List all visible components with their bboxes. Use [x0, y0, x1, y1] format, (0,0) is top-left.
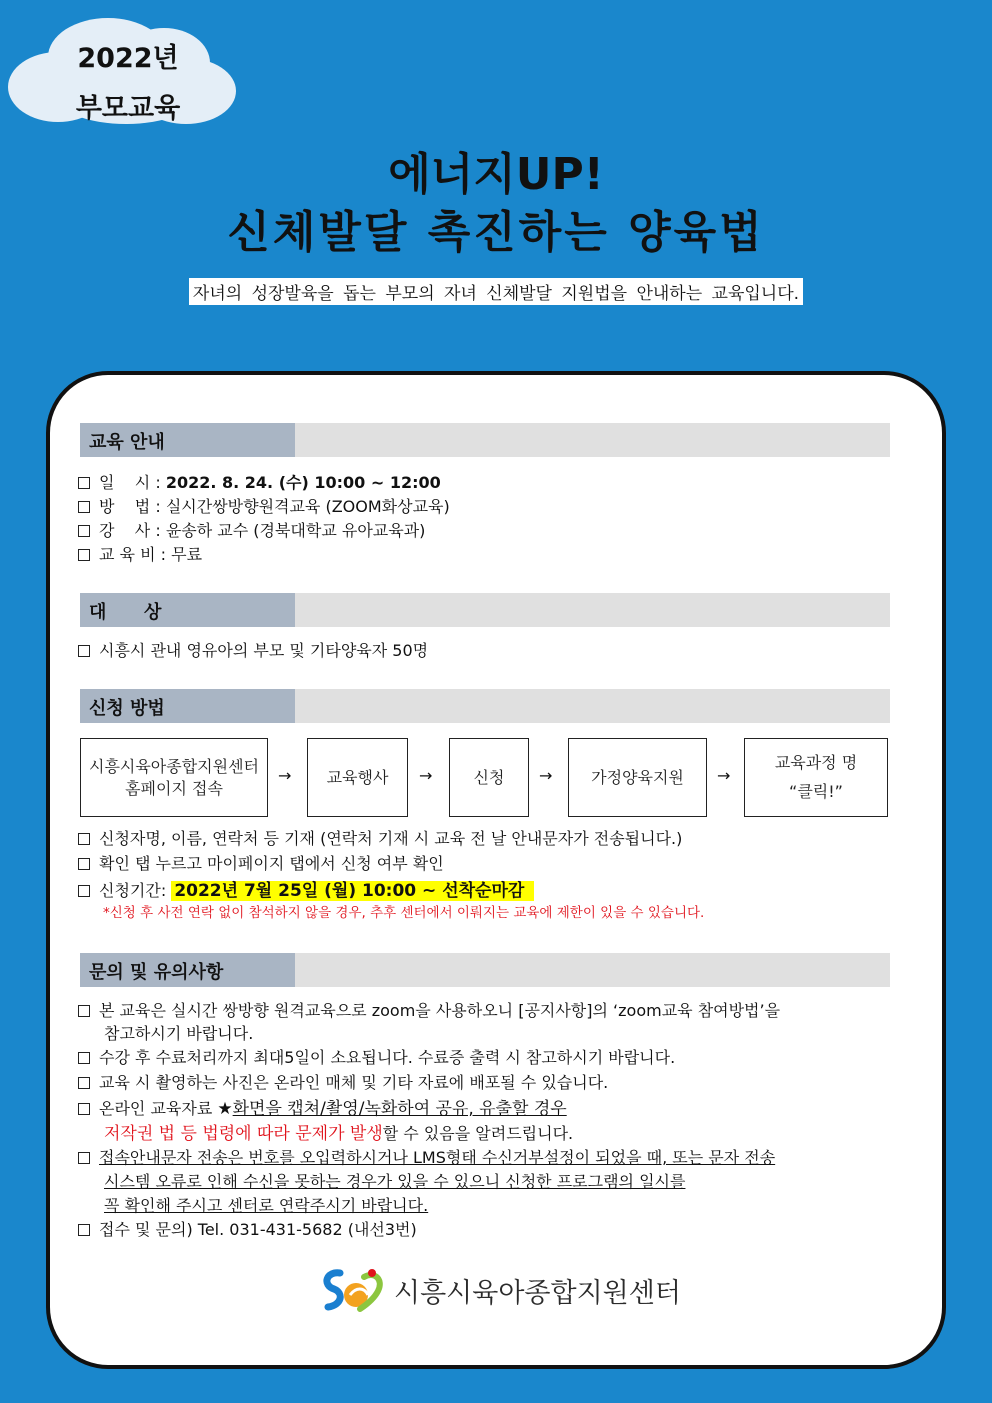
checkbox-icon — [78, 833, 90, 845]
step-event: 교육행사 — [307, 738, 408, 817]
section-header-target — [80, 593, 890, 627]
section-title-notice: 문의 및 유의사항 — [80, 953, 295, 987]
section-header-info — [80, 423, 890, 457]
checkbox-icon — [78, 885, 90, 897]
section-title-info: 교육 안내 — [80, 423, 295, 457]
apply-item-confirm: 확인 탭 누르고 마이페이지 탭에서 신청 여부 확인 — [78, 851, 444, 874]
notice-item-sms-cont2: 꼭 확인해 주시고 센터로 연락주시기 바랍니다. — [104, 1196, 429, 1215]
step-apply: 신청 — [449, 738, 529, 817]
checkbox-icon — [78, 858, 90, 870]
info-date-value: 2022. 8. 24. (수) 10:00 ~ 12:00 — [165, 473, 441, 492]
checkbox-icon — [78, 645, 90, 657]
step-course-click: 교육과정 명 “클릭!” — [744, 738, 888, 817]
badge-year: 2022년 — [77, 43, 179, 74]
checkbox-icon — [78, 1005, 90, 1017]
star-icon: ★ — [217, 1099, 233, 1119]
checkbox-icon — [78, 1152, 90, 1164]
cloud-badge — [8, 14, 236, 124]
arrow-icon: → — [419, 766, 433, 785]
checkbox-icon — [78, 525, 90, 537]
arrow-icon: → — [278, 766, 292, 785]
section-title-apply: 신청 방법 — [80, 689, 295, 723]
checkbox-icon — [78, 501, 90, 513]
notice-item-sms: 접속안내문자 전송은 번호를 오입력하시거나 LMS형태 수신거부설정이 되었을 때, 또는 문자 전송 — [78, 1145, 775, 1168]
notice-item-copyright: 온라인 교육자료 ★화면을 캡쳐/촬영/녹화하여 공유, 유출할 경우 — [78, 1094, 567, 1119]
target-item: 시흥시 관내 영유아의 부모 및 기타양육자 50명 — [78, 638, 428, 661]
page-title-line1: 에너지UP! — [388, 149, 604, 200]
notice-item-photos: 교육 시 촬영하는 사진은 온라인 매체 및 기타 자료에 배포될 수 있습니다. — [78, 1070, 608, 1093]
center-logo-icon — [320, 1265, 386, 1315]
apply-item-period: 신청기간: 2022년 7월 25일 (월) 10:00 ~ 선착순마감 — [78, 876, 534, 901]
section-header-notice — [80, 953, 890, 987]
arrow-icon: → — [717, 766, 731, 785]
apply-item-form: 신청자명, 이름, 연락처 등 기재 (연락처 기재 시 교육 전 날 안내문자가 전송됩니다.) — [78, 826, 682, 849]
notice-item-contact: 접수 및 문의) Tel. 031-431-5682 (내선3번) — [78, 1217, 417, 1240]
arrow-icon: → — [539, 766, 553, 785]
notice-item-certificate: 수강 후 수료처리까지 최대5일이 소요됩니다. 수료증 출력 시 참고하시기 바랍니다. — [78, 1045, 675, 1068]
apply-period-value: 2022년 7월 25일 (월) 10:00 ~ 선착순마감 — [171, 881, 534, 901]
notice-item-sms-cont1: 시스템 오류로 인해 수신을 못하는 경우가 있을 수 있으니 신청한 프로그램의 일시를 — [104, 1172, 686, 1191]
info-item-method: 방 법 : 실시간쌍방향원격교육 (ZOOM화상교육) — [78, 494, 450, 517]
apply-warning-note: *신청 후 사전 연락 없이 참석하지 않을 경우, 추후 센터에서 이뤄지는 교육에 제한이 있을 수 있습니다. — [103, 905, 705, 921]
info-item-instructor: 강 사 : 윤송하 교수 (경북대학교 유아교육과) — [78, 518, 425, 541]
center-logo — [320, 1265, 681, 1315]
section-title-target: 대 상 — [80, 593, 295, 627]
notice-item-copyright-cont: 저작권 법 등 법령에 따라 문제가 발생할 수 있음을 알려드립니다. — [104, 1124, 574, 1144]
checkbox-icon — [78, 1052, 90, 1064]
checkbox-icon — [78, 1103, 90, 1115]
step-homepage: 시흥시육아종합지원센터 홈페이지 접속 — [80, 738, 268, 817]
checkbox-icon — [78, 1077, 90, 1089]
checkbox-icon — [78, 549, 90, 561]
checkbox-icon — [78, 1224, 90, 1236]
notice-item-zoom-cont: 참고하시기 바랍니다. — [104, 1024, 254, 1043]
step-home-parenting: 가정양육지원 — [568, 738, 707, 817]
info-item-date: 일 시 : 2022. 8. 24. (수) 10:00 ~ 12:00 — [78, 470, 441, 493]
notice-item-zoom: 본 교육은 실시간 쌍방향 원격교육으로 zoom을 사용하오니 [공지사항]의 ‘zoom교육 참여방법’을 — [78, 998, 780, 1021]
badge-label: 부모교육 — [75, 93, 181, 124]
info-item-fee: 교 육 비 : 무료 — [78, 542, 202, 565]
page-subtitle: 자녀의 성장발육을 돕는 부모의 자녀 신체발달 지원법을 안내하는 교육입니다. — [189, 278, 803, 305]
section-header-apply — [80, 689, 890, 723]
checkbox-icon — [78, 477, 90, 489]
page-title-line2: 신체발달 촉진하는 양육법 — [227, 207, 765, 258]
center-logo-text: 시흥시육아종합지원센터 — [394, 1277, 681, 1309]
